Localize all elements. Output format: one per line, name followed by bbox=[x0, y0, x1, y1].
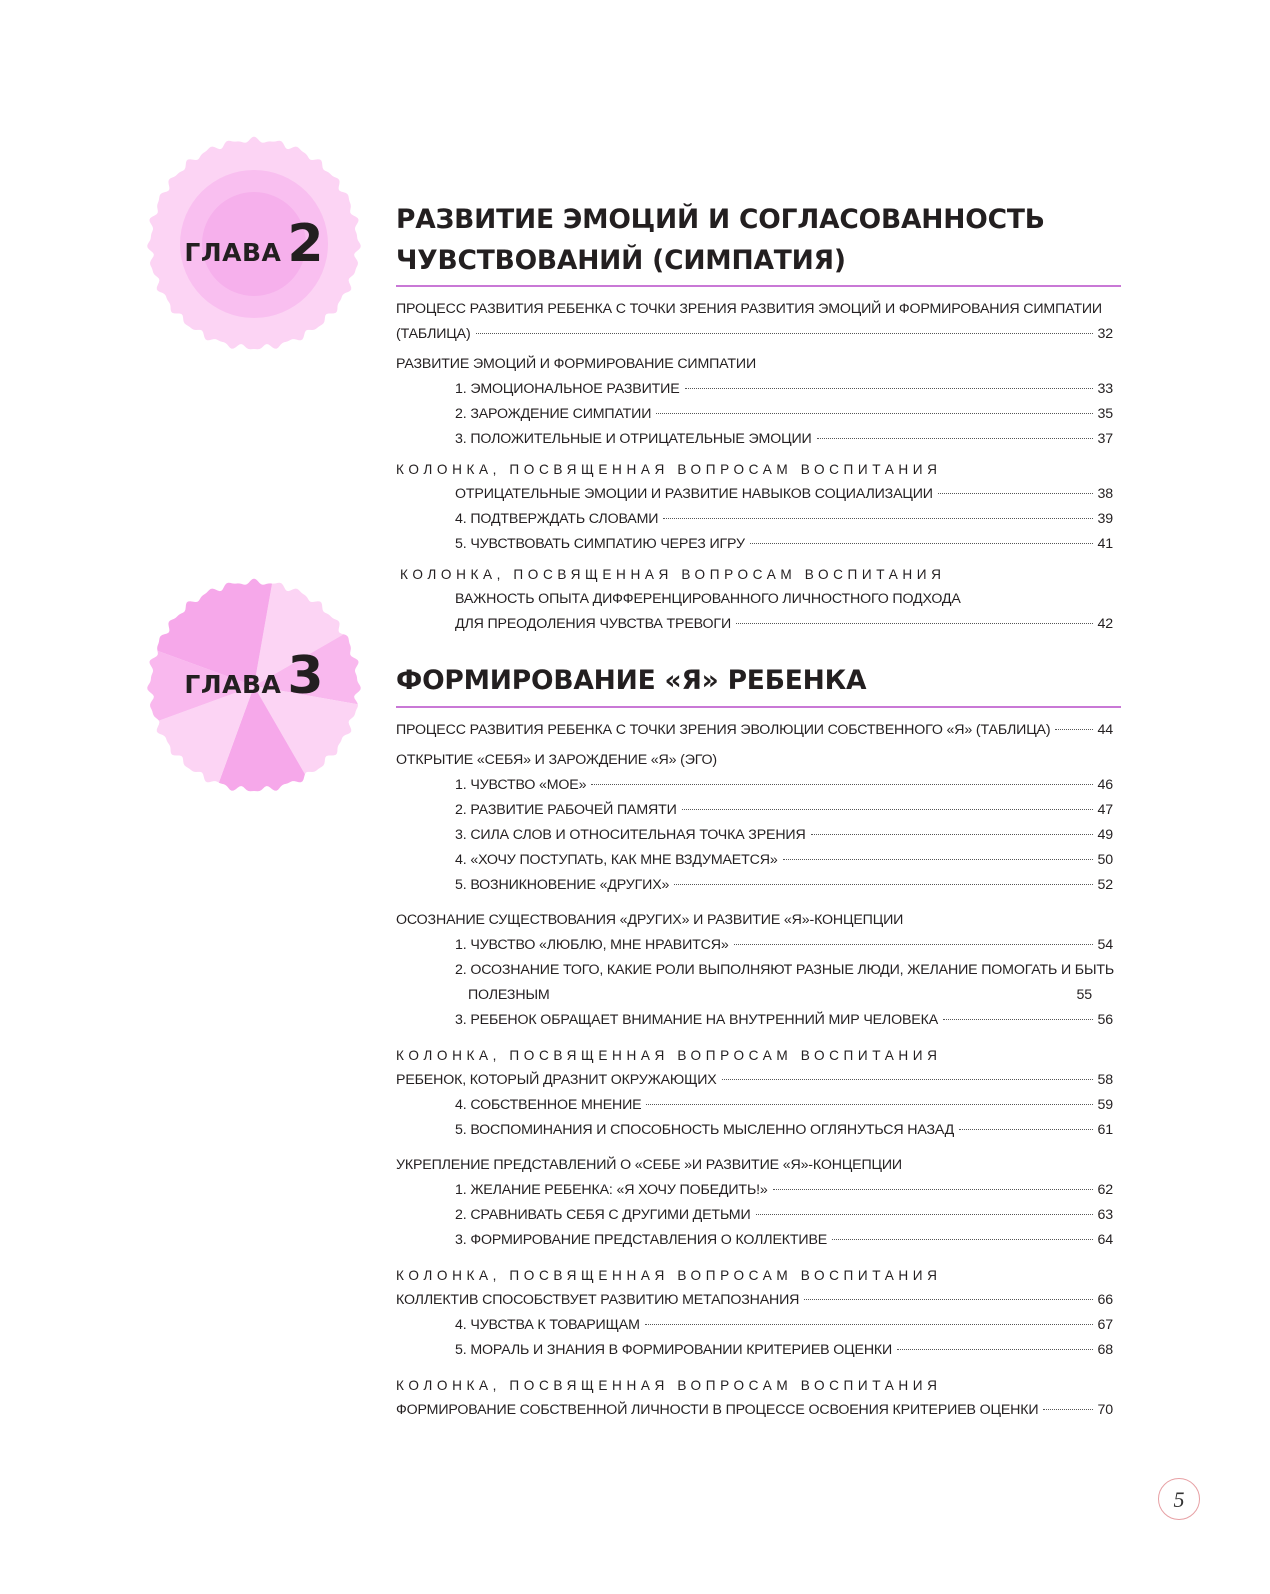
leader-dots bbox=[734, 943, 1093, 945]
page-ref: 64 bbox=[1097, 1232, 1113, 1248]
toc-entry[interactable]: 3. СИЛА СЛОВ И ОТНОСИТЕЛЬНАЯ ТОЧКА ЗРЕНИЯ 49 bbox=[396, 823, 1113, 848]
page-ref: 35 bbox=[1097, 406, 1113, 422]
leader-dots bbox=[750, 542, 1093, 544]
chapter-3-number: 3 bbox=[287, 646, 324, 706]
leader-dots bbox=[656, 412, 1092, 414]
chapter-3-title bbox=[396, 660, 1116, 701]
toc-entry[interactable]: 5. ВОЗНИКНОВЕНИЕ «ДРУГИХ» 52 bbox=[396, 873, 1113, 898]
toc-entry[interactable]: (ТАБЛИЦА) 32 bbox=[396, 322, 1113, 347]
chapter-2-title bbox=[396, 199, 1116, 281]
page-ref: 42 bbox=[1097, 616, 1113, 632]
column-heading: КОЛОНКА, ПОСВЯЩЕННАЯ ВОПРОСАМ ВОСПИТАНИЯ bbox=[400, 567, 946, 582]
leader-dots bbox=[783, 858, 1093, 860]
toc-entry[interactable]: 2. СРАВНИВАТЬ СЕБЯ С ДРУГИМИ ДЕТЬМИ 63 bbox=[396, 1203, 1113, 1228]
toc-entry[interactable]: ПОЛЕЗНЫМ 55 bbox=[396, 983, 1113, 1008]
chapter-2-number: 2 bbox=[287, 214, 324, 274]
leader-dots bbox=[674, 883, 1092, 885]
column-heading: КОЛОНКА, ПОСВЯЩЕННАЯ ВОПРОСАМ ВОСПИТАНИЯ bbox=[396, 462, 942, 477]
toc-entry[interactable]: 3. РЕБЕНОК ОБРАЩАЕТ ВНИМАНИЕ НА ВНУТРЕННИЙ МИР ЧЕЛОВЕКА 56 bbox=[396, 1008, 1113, 1033]
page-ref: 61 bbox=[1097, 1122, 1113, 1138]
toc-entry[interactable]: 3. ФОРМИРОВАНИЕ ПРЕДСТАВЛЕНИЯ О КОЛЛЕКТИВЕ 64 bbox=[396, 1228, 1113, 1253]
chapter-3-label bbox=[146, 646, 362, 706]
leader-dots bbox=[722, 1078, 1093, 1080]
leader-dots bbox=[1055, 728, 1092, 730]
toc-entry[interactable]: ВАЖНОСТЬ ОПЫТА ДИФФЕРЕНЦИРОВАННОГО ЛИЧНОСТНОГО ПОДХОДА bbox=[455, 591, 961, 607]
chapter-2-title-line-2: ЧУВСТВОВАНИЙ (СИМПАТИЯ) bbox=[396, 245, 846, 276]
page-ref: 49 bbox=[1097, 827, 1113, 843]
page-ref: 38 bbox=[1097, 486, 1113, 502]
leader-dots bbox=[591, 783, 1092, 785]
leader-dots bbox=[938, 492, 1093, 494]
toc-entry[interactable]: ПРОЦЕСС РАЗВИТИЯ РЕБЕНКА С ТОЧКИ ЗРЕНИЯ РАЗВИТИЯ ЭМОЦИЙ И ФОРМИРОВАНИЯ СИМПАТИИ bbox=[396, 301, 1102, 317]
toc-section-heading[interactable]: РАЗВИТИЕ ЭМОЦИЙ И ФОРМИРОВАНИЕ СИМПАТИИ bbox=[396, 356, 756, 372]
toc-entry[interactable]: ФОРМИРОВАНИЕ СОБСТВЕННОЙ ЛИЧНОСТИ В ПРОЦЕССЕ ОСВОЕНИЯ КРИТЕРИЕВ ОЦЕНКИ 70 bbox=[396, 1398, 1113, 1423]
leader-dots bbox=[832, 1238, 1092, 1240]
toc-entry[interactable]: РЕБЕНОК, КОТОРЫЙ ДРАЗНИТ ОКРУЖАЮЩИХ 58 bbox=[396, 1068, 1113, 1093]
toc-section-heading[interactable]: ОСОЗНАНИЕ СУЩЕСТВОВАНИЯ «ДРУГИХ» И РАЗВИТИЕ «Я»-КОНЦЕПЦИИ bbox=[396, 912, 904, 928]
toc-entry[interactable]: 1. ЖЕЛАНИЕ РЕБЕНКА: «Я ХОЧУ ПОБЕДИТЬ!» 62 bbox=[396, 1178, 1113, 1203]
leader-dots bbox=[817, 437, 1093, 439]
page-ref: 62 bbox=[1097, 1182, 1113, 1198]
page-ref: 37 bbox=[1097, 431, 1113, 447]
page-ref: 67 bbox=[1097, 1317, 1113, 1333]
page-ref: 54 bbox=[1097, 937, 1113, 953]
page-ref: 68 bbox=[1097, 1342, 1113, 1358]
leader-dots bbox=[959, 1128, 1092, 1130]
chapter-3-toc bbox=[396, 718, 1113, 1423]
chapter-3-title-line-1: ФОРМИРОВАНИЕ «Я» РЕБЕНКА bbox=[396, 665, 867, 696]
toc-entry[interactable]: 1. ЧУВСТВО «ЛЮБЛЮ, МНЕ НРАВИТСЯ» 54 bbox=[396, 933, 1113, 958]
page-ref: 32 bbox=[1097, 326, 1113, 342]
page-ref: 58 bbox=[1097, 1072, 1113, 1088]
chapter-2-divider bbox=[396, 285, 1121, 287]
page-ref: 63 bbox=[1097, 1207, 1113, 1223]
chapter-3-badge bbox=[146, 578, 362, 794]
chapter-2-badge bbox=[146, 136, 362, 352]
leader-dots bbox=[756, 1213, 1093, 1215]
toc-entry[interactable]: КОЛЛЕКТИВ СПОСОБСТВУЕТ РАЗВИТИЮ МЕТАПОЗНАНИЯ 66 bbox=[396, 1288, 1113, 1313]
toc-entry[interactable]: 4. «ХОЧУ ПОСТУПАТЬ, КАК МНЕ ВЗДУМАЕТСЯ» 50 bbox=[396, 848, 1113, 873]
column-heading: КОЛОНКА, ПОСВЯЩЕННАЯ ВОПРОСАМ ВОСПИТАНИЯ bbox=[396, 1048, 942, 1063]
chapter-3-divider bbox=[396, 706, 1121, 708]
toc-entry[interactable]: 2. РАЗВИТИЕ РАБОЧЕЙ ПАМЯТИ 47 bbox=[396, 798, 1113, 823]
leader-dots bbox=[773, 1188, 1093, 1190]
chapter-3-word: ГЛАВА bbox=[184, 670, 282, 699]
toc-entry[interactable]: ПРОЦЕСС РАЗВИТИЯ РЕБЕНКА С ТОЧКИ ЗРЕНИЯ ЭВОЛЮЦИИ СОБСТВЕННОГО «Я» (ТАБЛИЦА) 44 bbox=[396, 718, 1113, 743]
page-ref: 56 bbox=[1097, 1012, 1113, 1028]
page-ref: 70 bbox=[1097, 1402, 1113, 1418]
leader-dots bbox=[1043, 1408, 1092, 1410]
page-ref: 46 bbox=[1097, 777, 1113, 793]
leader-dots bbox=[685, 387, 1093, 389]
page-ref: 50 bbox=[1097, 852, 1113, 868]
toc-entry[interactable]: 4. ПОДТВЕРЖДАТЬ СЛОВАМИ 39 bbox=[396, 507, 1113, 532]
page-ref: 55 bbox=[1076, 987, 1092, 1003]
toc-entry[interactable]: 4. ЧУВСТВА К ТОВАРИЩАМ 67 bbox=[396, 1313, 1113, 1338]
page-ref: 39 bbox=[1097, 511, 1113, 527]
page-ref: 66 bbox=[1097, 1292, 1113, 1308]
toc-section-heading[interactable]: УКРЕПЛЕНИЕ ПРЕДСТАВЛЕНИЙ О «СЕБЕ »И РАЗВИТИЕ «Я»-КОНЦЕПЦИИ bbox=[396, 1157, 902, 1173]
page-ref: 41 bbox=[1097, 536, 1113, 552]
toc-entry[interactable]: 2. ЗАРОЖДЕНИЕ СИМПАТИИ 35 bbox=[396, 402, 1113, 427]
chapter-2-label bbox=[146, 214, 362, 274]
toc-entry[interactable]: 1. ЭМОЦИОНАЛЬНОЕ РАЗВИТИЕ 33 bbox=[396, 377, 1113, 402]
leader-dots bbox=[646, 1103, 1092, 1105]
toc-entry[interactable]: 4. СОБСТВЕННОЕ МНЕНИЕ 59 bbox=[396, 1093, 1113, 1118]
toc-entry[interactable]: 1. ЧУВСТВО «МОЕ» 46 bbox=[396, 773, 1113, 798]
toc-entry[interactable]: ОТРИЦАТЕЛЬНЫЕ ЭМОЦИИ И РАЗВИТИЕ НАВЫКОВ СОЦИАЛИЗАЦИИ 38 bbox=[396, 482, 1113, 507]
toc-entry[interactable]: ДЛЯ ПРЕОДОЛЕНИЯ ЧУВСТВА ТРЕВОГИ 42 bbox=[396, 612, 1113, 637]
page-ref: 52 bbox=[1097, 877, 1113, 893]
page-ref: 33 bbox=[1097, 381, 1113, 397]
leader-dots bbox=[811, 833, 1093, 835]
leader-dots bbox=[804, 1298, 1092, 1300]
toc-entry[interactable]: 5. МОРАЛЬ И ЗНАНИЯ В ФОРМИРОВАНИИ КРИТЕРИЕВ ОЦЕНКИ 68 bbox=[396, 1338, 1113, 1363]
leader-dots bbox=[943, 1018, 1092, 1020]
leader-dots bbox=[476, 332, 1093, 334]
leader-dots bbox=[645, 1323, 1093, 1325]
leader-dots bbox=[736, 622, 1093, 624]
leader-dots bbox=[897, 1348, 1092, 1350]
chapter-2-toc bbox=[396, 297, 1113, 637]
page-ref: 44 bbox=[1097, 722, 1113, 738]
toc-entry[interactable]: 3. ПОЛОЖИТЕЛЬНЫЕ И ОТРИЦАТЕЛЬНЫЕ ЭМОЦИИ 37 bbox=[396, 427, 1113, 452]
column-heading: КОЛОНКА, ПОСВЯЩЕННАЯ ВОПРОСАМ ВОСПИТАНИЯ bbox=[396, 1268, 942, 1283]
page-ref: 59 bbox=[1097, 1097, 1113, 1113]
leader-dots bbox=[682, 808, 1093, 810]
page-number: 5 bbox=[1158, 1478, 1200, 1520]
chapter-2-title-line-1: РАЗВИТИЕ ЭМОЦИЙ И СОГЛАСОВАННОСТЬ bbox=[396, 204, 1045, 235]
toc-entry[interactable]: 5. ЧУВСТВОВАТЬ СИМПАТИЮ ЧЕРЕЗ ИГРУ 41 bbox=[396, 532, 1113, 557]
leader-dots bbox=[663, 517, 1092, 519]
toc-entry[interactable]: 5. ВОСПОМИНАНИЯ И СПОСОБНОСТЬ МЫСЛЕННО ОГЛЯНУТЬСЯ НАЗАД 61 bbox=[396, 1118, 1113, 1143]
page-ref: 47 bbox=[1097, 802, 1113, 818]
toc-section-heading[interactable]: ОТКРЫТИЕ «СЕБЯ» И ЗАРОЖДЕНИЕ «Я» (ЭГО) bbox=[396, 752, 717, 768]
toc-entry[interactable]: 2. ОСОЗНАНИЕ ТОГО, КАКИЕ РОЛИ ВЫПОЛНЯЮТ РАЗНЫЕ ЛЮДИ, ЖЕЛАНИЕ ПОМОГАТЬ И БЫТЬ bbox=[455, 962, 1115, 978]
column-heading: КОЛОНКА, ПОСВЯЩЕННАЯ ВОПРОСАМ ВОСПИТАНИЯ bbox=[396, 1378, 942, 1393]
chapter-2-word: ГЛАВА bbox=[184, 238, 282, 267]
